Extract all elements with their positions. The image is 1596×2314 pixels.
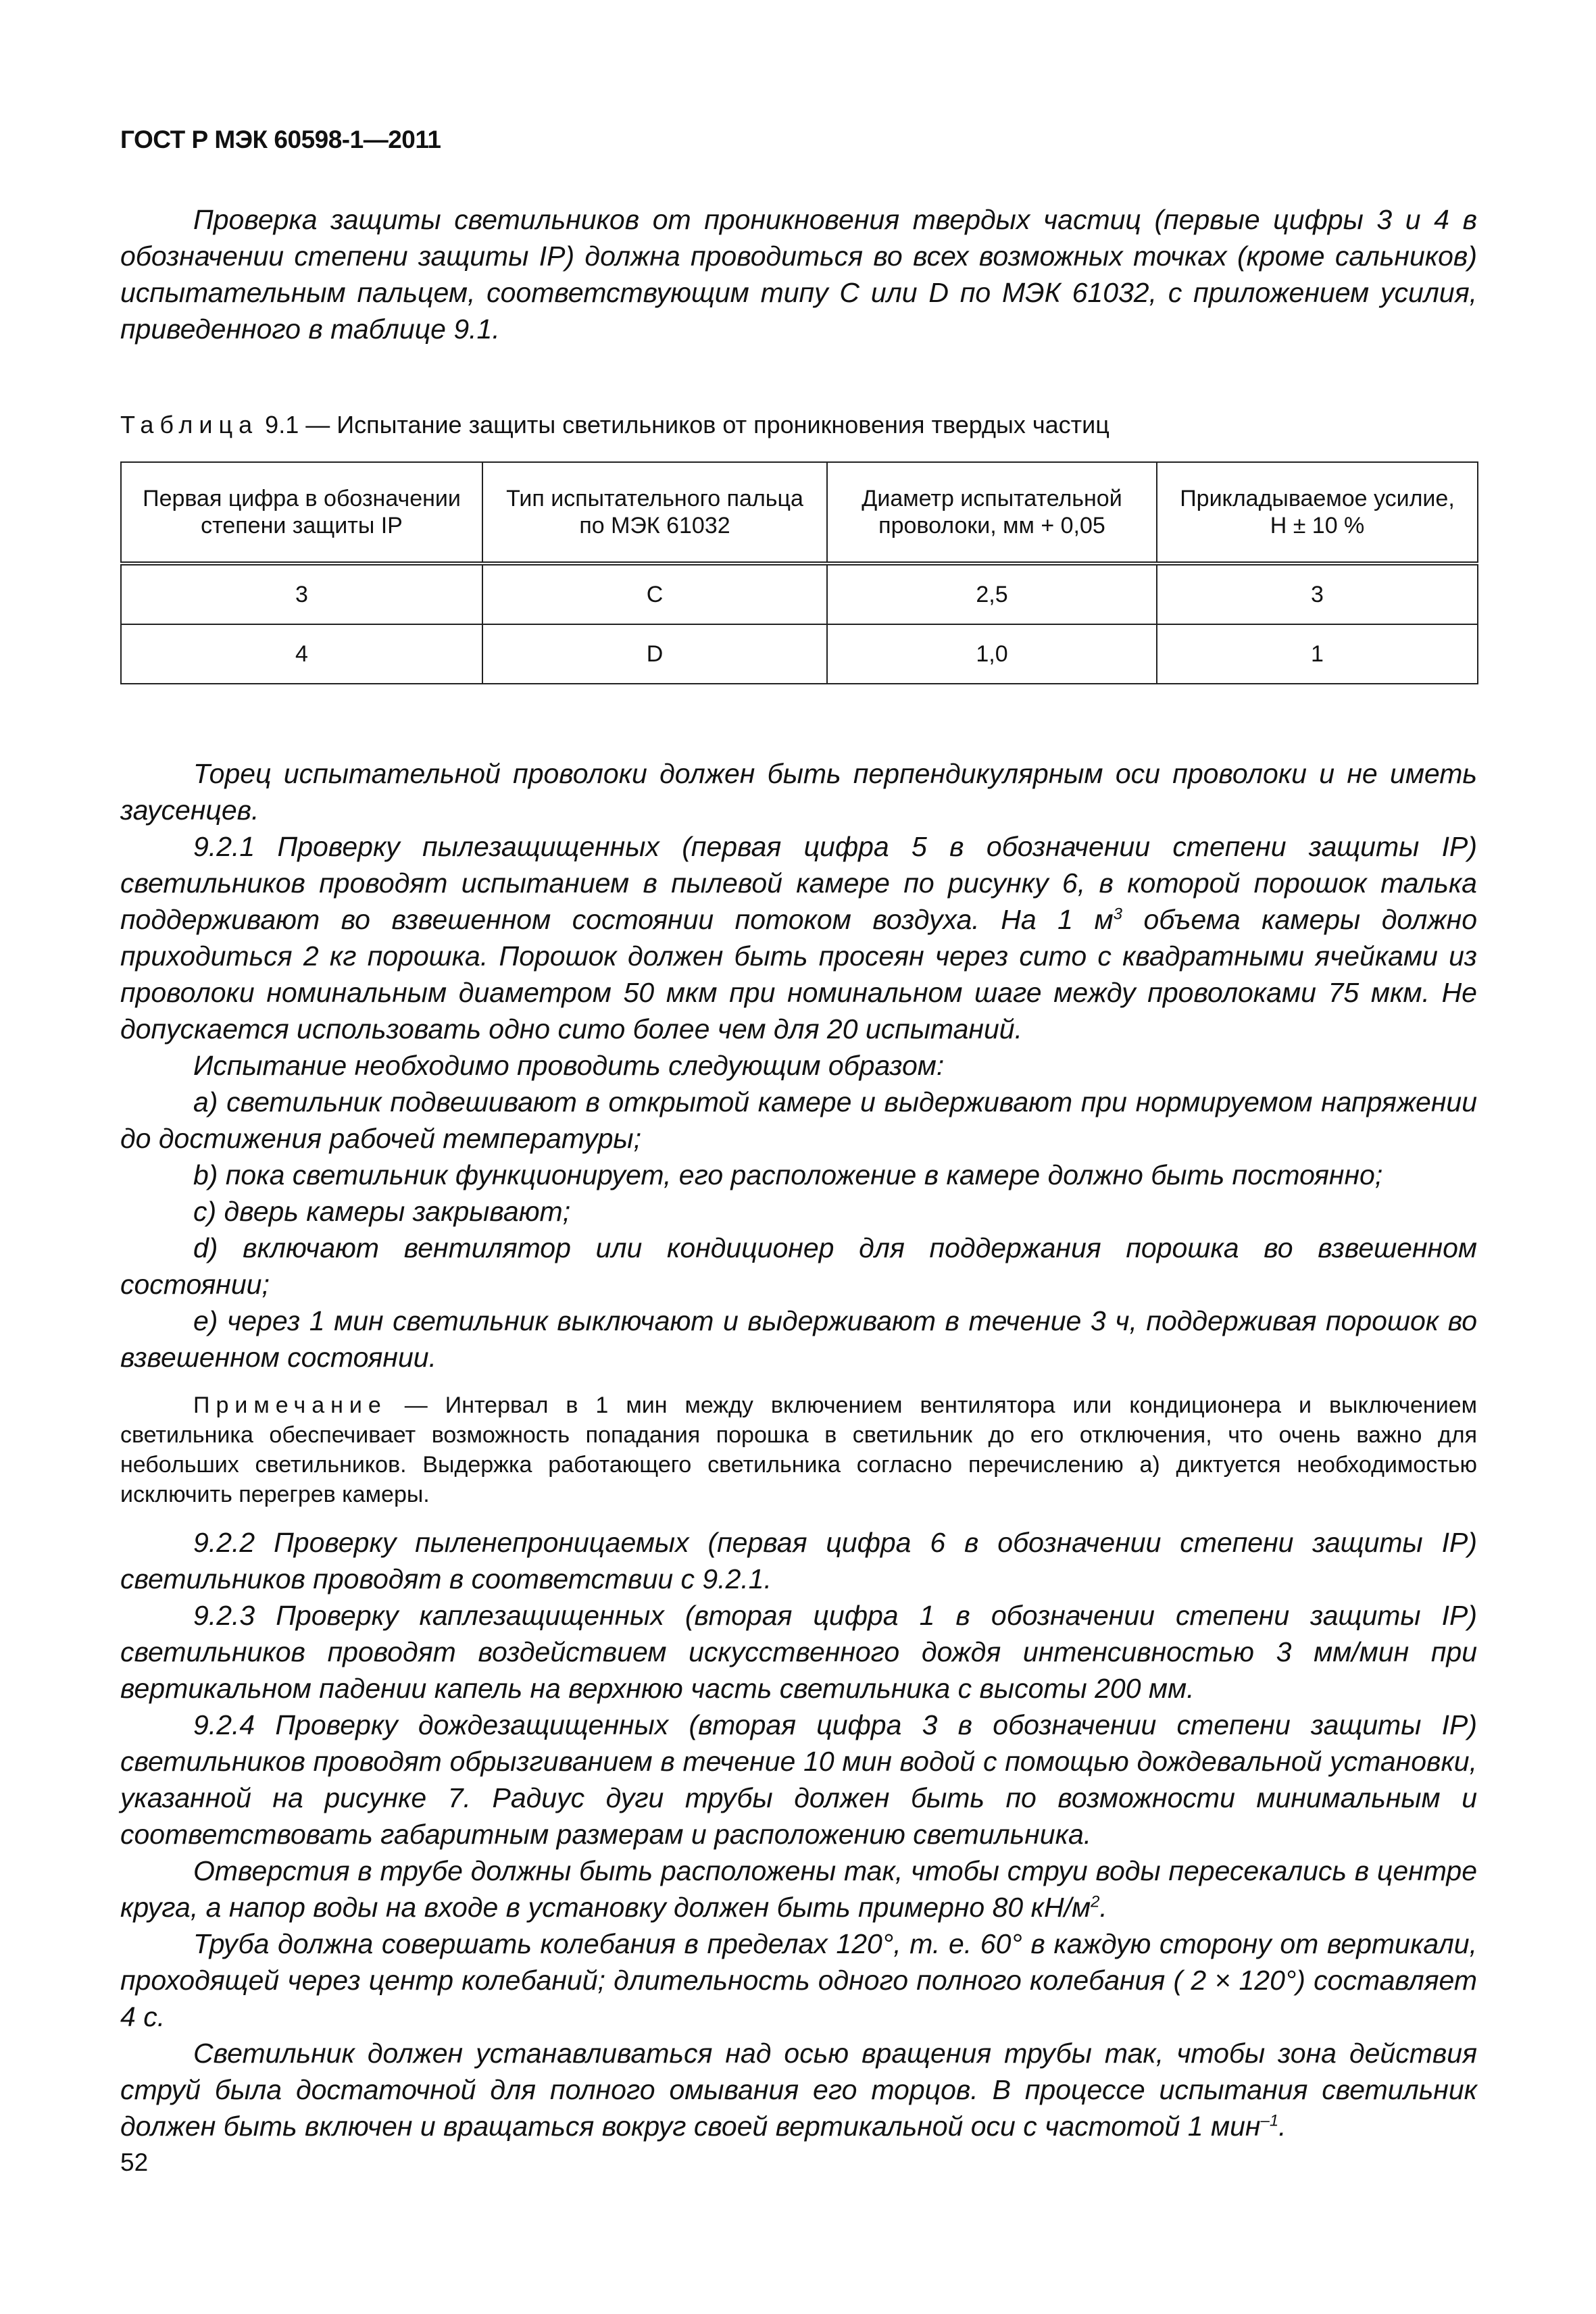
paragraph-9-2-1 — [120, 828, 1477, 1047]
note-text: — Интервал в 1 мин между включением вентилятора или кондиционера и выключением светильника обеспечивает возможность попадания порошка в светильник до его отключения, что очень важно для небольших светильников. Выдержка работающего светильника согласно перечислению а) диктуется необходимостью исключить перегрев камеры. — [120, 1392, 1477, 1507]
table-cell: 3 — [121, 563, 482, 624]
paragraph-holes — [120, 1853, 1477, 1926]
paragraph-9-2-3: 9.2.3 Проверку каплезащищенных (вторая цифра 1 в обозначении степени защиты IP) светильников проводят воздействием искусственного дождя интенсивностью 3 мм/мин при вертикальном падении капель на верхнюю часть светильника с высоты 200 мм. — [120, 1600, 1477, 1704]
table-header-row — [121, 462, 1478, 563]
superscript: –1 — [1260, 2111, 1279, 2130]
note-label: Примечание — [193, 1392, 387, 1418]
paragraph-test-procedure: Испытание необходимо проводить следующим образом: — [193, 1050, 945, 1081]
document-header: ГОСТ Р МЭК 60598-1—2011 — [120, 126, 441, 153]
paragraph-tube: Труба должна совершать колебания в пределах 120°, т. е. 60° в каждую сторону от вертикали, проходящей через центр колебаний; длительность одного полного колебания ( 2 × 120°) составляет 4 с. — [120, 1928, 1477, 2032]
superscript: 3 — [1113, 905, 1122, 924]
table-header-cell: Диаметр испытательной проволоки, мм + 0,05 — [827, 462, 1157, 563]
list-item-a: a) светильник подвешивают в открытой камере и выдерживают при нормируемом напряжении до достижения рабочей температуры; — [120, 1086, 1477, 1154]
table-header-cell: Тип испытательного пальца по МЭК 61032 — [482, 462, 827, 563]
superscript: 2 — [1091, 1892, 1100, 1911]
paragraph-9-2-1-text-a: 9.2.1 Проверку пылезащищенных (первая цифра 5 в обозначении степени защиты IP) светильников проводят испытанием в пылевой камере по рисунку 6, в которой порошок талька поддерживают во взвешенном состоянии потоком воздуха. На 1 м — [120, 831, 1477, 935]
paragraph-9-2-4: 9.2.4 Проверку дождезащищенных (вторая цифра 3 в обозначении степени защиты IP) светильников проводят обрызгиванием в течение 10 мин водой с помощью дождевальной установки, указанной на рисунке 7. Радиус дуги трубы должен быть по возможности минимальным и соответствовать габаритным размерам и расположению светильника. — [120, 1709, 1477, 1850]
paragraph-lamp-text-a: Светильник должен устанавливаться над осью вращения трубы так, чтобы зона действия струй была достаточной для полного омывания его торцов. В процессе испытания светильник должен быть включен и вращаться вокруг своей вертикальной оси с частотой 1 мин — [120, 2038, 1477, 2142]
intro-paragraph: Проверка защиты светильников от проникновения твердых частиц (первые цифры 3 и 4 в обозначении степени защиты IP) должна проводиться во всех возможных точках (кроме сальников) испытательным пальцем, соответствующим типу С или D по МЭК 61032, с приложением усилия, приведенного в таблице 9.1. — [120, 204, 1477, 345]
body-section — [120, 755, 1477, 2144]
list-item-e: e) через 1 мин светильник выключают и выдерживают в течение 3 ч, поддерживая порошок во взвешенном состоянии. — [120, 1305, 1477, 1373]
list-item-d: d) включают вентилятор или кондиционер для поддержания порошка во взвешенном состоянии; — [120, 1232, 1477, 1300]
table-9-1 — [120, 461, 1478, 684]
table-header-cell: Прикладываемое усилие, Н ± 10 % — [1157, 462, 1478, 563]
table-row — [121, 624, 1478, 684]
table-caption — [120, 408, 1109, 442]
table-cell: 1 — [1157, 624, 1478, 684]
page-number: 52 — [120, 2148, 149, 2176]
paragraph-holes-text-a: Отверстия в трубе должны быть расположены так, чтобы струи воды пересекались в центре круга, а напор воды на входе в установку должен быть примерно 80 кН/м — [120, 1855, 1477, 1923]
table-row — [121, 563, 1478, 624]
table-cell: 4 — [121, 624, 482, 684]
table-cell: D — [482, 624, 827, 684]
table-caption-label: Таблица — [120, 411, 259, 438]
paragraph-lamp-text-b: . — [1278, 2111, 1287, 2142]
paragraph-holes-text-b: . — [1099, 1892, 1107, 1923]
table-header-cell: Первая цифра в обозначении степени защиты IP — [121, 462, 482, 563]
list-item-c: c) дверь камеры закрывают; — [193, 1196, 571, 1227]
paragraph-9-2-1-text-b: объема камеры должно приходиться 2 кг порошка. Порошок должен быть просеян через сито с квадратными ячейками из проволоки номинальным диаметром 50 мкм при номинальном шаге между проволоками 75 мкм. Не допускается использовать одно сито более чем для 20 испытаний. — [120, 904, 1478, 1045]
table-cell: С — [482, 563, 827, 624]
table-caption-text: 9.1 — Испытание защиты светильников от проникновения твердых частиц — [265, 411, 1109, 438]
paragraph-lamp — [120, 2035, 1477, 2144]
table-cell: 2,5 — [827, 563, 1157, 624]
paragraph-9-2-2: 9.2.2 Проверку пыленепроницаемых (первая цифра 6 в обозначении степени защиты IP) светильников проводят в соответствии с 9.2.1. — [120, 1527, 1477, 1594]
intro-section — [120, 201, 1477, 347]
note-paragraph — [120, 1390, 1477, 1509]
paragraph-wire-end: Торец испытательной проволоки должен быть перпендикулярным оси проволоки и не иметь заусенцев. — [120, 758, 1477, 826]
table-cell: 1,0 — [827, 624, 1157, 684]
list-item-b: b) пока светильник функционирует, его расположение в камере должно быть постоянно; — [193, 1159, 1383, 1190]
table-cell: 3 — [1157, 563, 1478, 624]
